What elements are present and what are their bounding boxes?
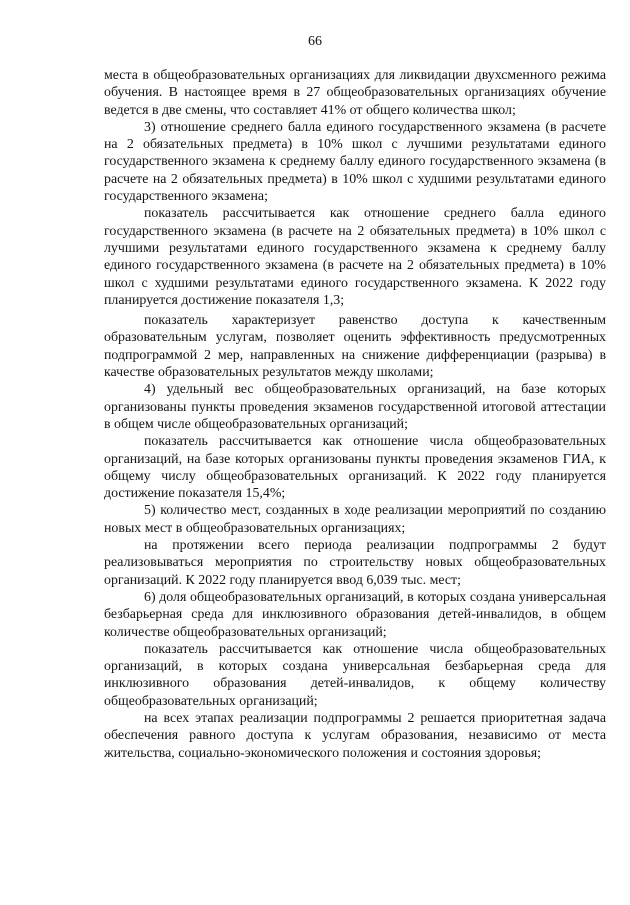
paragraph-item-6: 6) доля общеобразовательных организаций, в которых создана универсальная безбарьерная среда для инклюзивного образования детей-инвалидов, в общем количестве общеобразовательных организаций;: [104, 589, 606, 640]
document-body: [104, 67, 606, 762]
paragraph-continuation: места в общеобразовательных организациях для ликвидации двухсменного режима обучения. В настоящее время в 27 общеобразовательных организациях обучение ведется в две смены, что составляет 41% от общего количества школ;: [104, 68, 606, 118]
paragraph-item-4-calculation: показатель рассчитывается как отношение числа общеобразовательных организаций, на базе которых организованы пункты проведения экзаменов ГИА, к общему числу общеобразовательных организаций. К 2022 году планируется достижение показателя 15,4%;: [104, 434, 606, 502]
page-number: 66: [308, 34, 322, 49]
paragraph-item-6-calculation: показатель рассчитывается как отношение числа общеобразовательных организаций, в которых создана универсальная безбарьерная среда для инклюзивного образования детей-инвалидов, к общему количеству общеобразовательных организаций;: [104, 641, 606, 709]
paragraph-item-5-description: на протяжении всего периода реализации подпрограммы 2 будут реализовываться мероприятия по строительству новых общеобразовательных организаций. К 2022 году планируется ввод 6,039 тыс. мест;: [104, 538, 606, 588]
paragraph-priority-task: на всех этапах реализации подпрограммы 2 решается приоритетная задача обеспечения равного доступа к услугам образования, независимо от места жительства, социально-экономического положения и состояния здоровья;: [104, 710, 606, 761]
paragraph-item-5: 5) количество мест, созданных в ходе реализации мероприятий по созданию новых мест в общеобразовательных организациях;: [104, 503, 606, 536]
paragraph-item-3: 3) отношение среднего балла единого государственного экзамена (в расчете на 2 обязательных предмета) в 10% школ с лучшими результатами единого государственного экзамена к среднему баллу единого государственного экзамена (в расчете на 2 обязательных предмета) в 10% школ с худшими результатами единого государственного экзамена;: [104, 119, 606, 205]
paragraph-item-4: 4) удельный вес общеобразовательных организаций, на базе которых организованы пункты проведения экзаменов государственной итоговой аттестации в общем числе общеобразовательных организаций;: [104, 382, 606, 432]
paragraph-item-3-calculation: показатель рассчитывается как отношение среднего балла единого государственного экзамена (в расчете на 2 обязательных предмета) в 10% школ с лучшими результатами единого государственного экзамена к среднему баллу единого государственного экзамена (в расчете на 2 обязательных предмета) в 10% школ с худшими результатами единого государственного экзамена. К 2022 году планируется достижение показателя 1,3;: [104, 206, 606, 308]
paragraph-item-3-characteristic: показатель характеризует равенство доступа к качественным образовательным услугам, позволяет оценить эффективность предусмотренных подпрограммой 2 мер, направленных на снижение дифференциации (разрыва) в качестве образовательных результатов между школами;: [104, 313, 606, 381]
